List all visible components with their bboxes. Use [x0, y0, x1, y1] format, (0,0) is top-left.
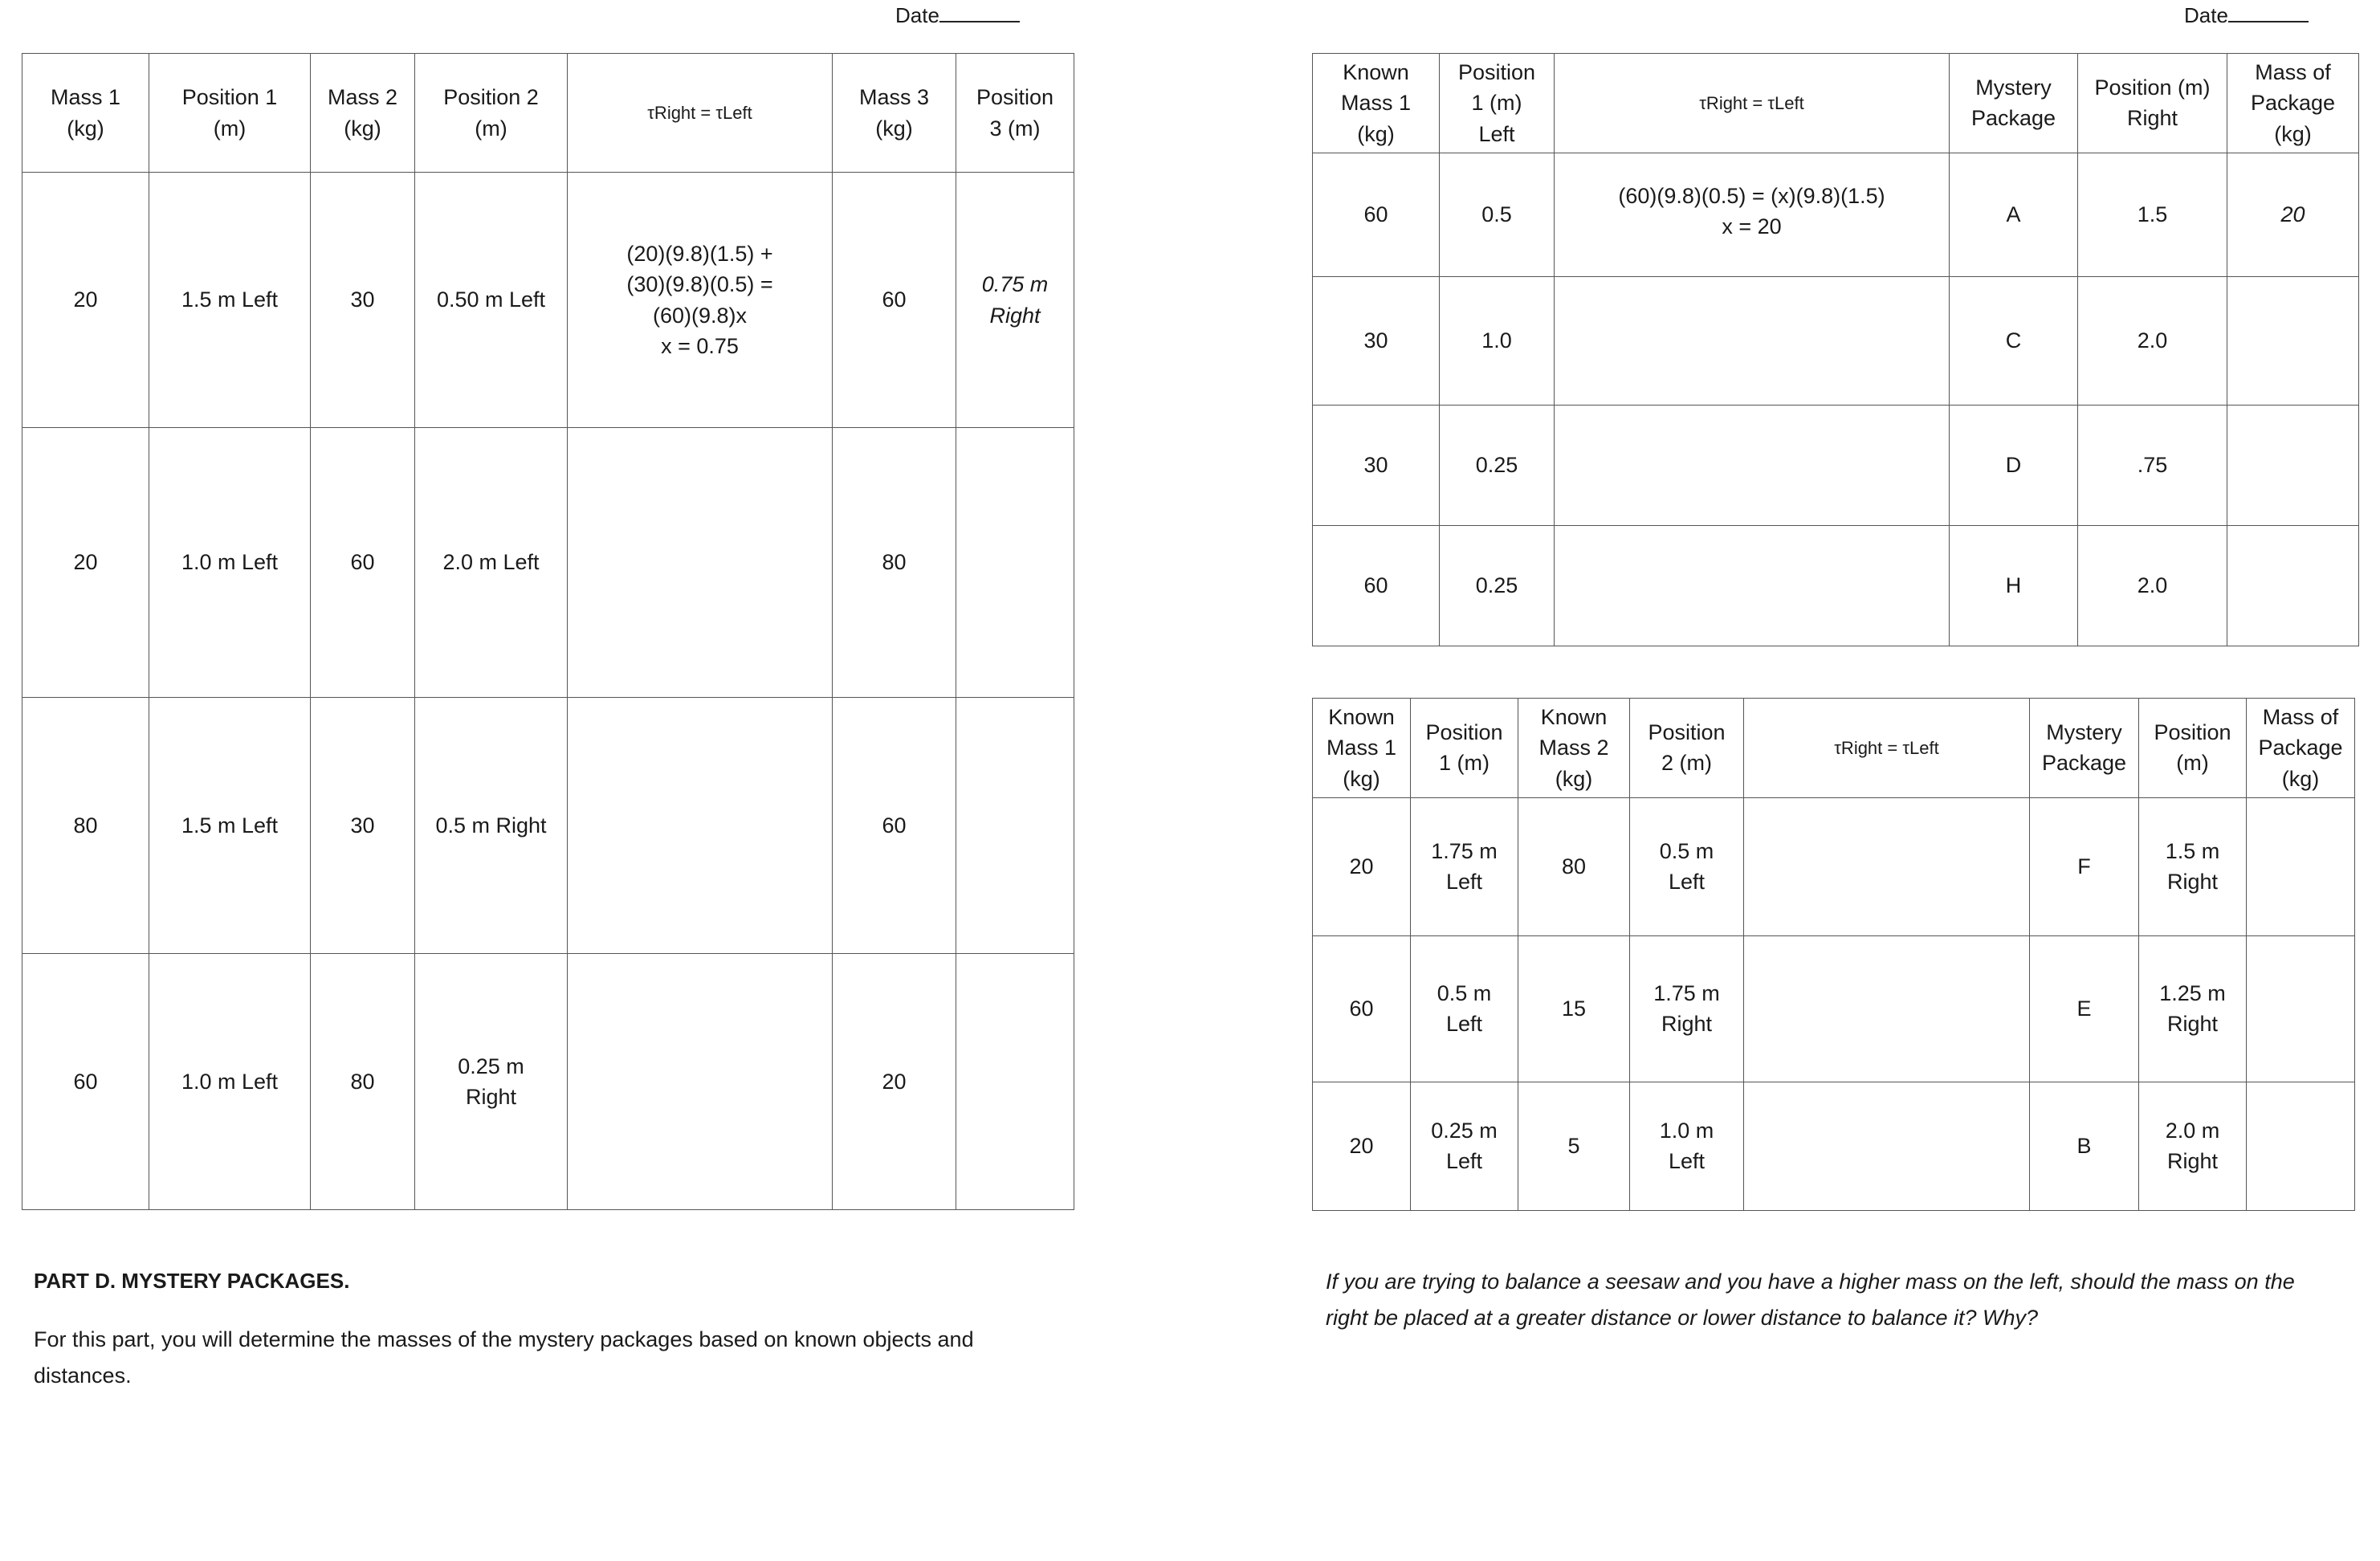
position-2-cell: 1.0 m Left: [1630, 1082, 1744, 1210]
table-row: [22, 698, 1074, 954]
position-3-cell[interactable]: [956, 428, 1074, 698]
torque-work-cell[interactable]: [1555, 276, 1950, 405]
position-cell: 1.5 m Right: [2139, 797, 2247, 935]
position-right-cell: .75: [2078, 405, 2227, 525]
position-2-cell: 1.75 m Right: [1630, 935, 1744, 1082]
known-mass-cell: 60: [1313, 525, 1440, 646]
date-label-right: [2184, 2, 2309, 28]
table-header-row: [22, 54, 1074, 173]
position-1-cell: 0.5 m Left: [1411, 935, 1518, 1082]
torque-work-cell[interactable]: (60)(9.8)(0.5) = (x)(9.8)(1.5) x = 20: [1555, 153, 1950, 276]
mass-3-cell: 60: [833, 173, 956, 428]
column-header: Position (m): [2139, 699, 2247, 798]
position-1-cell: 1.0 m Left: [149, 428, 311, 698]
mass-3-cell: 20: [833, 954, 956, 1210]
torque-work-cell[interactable]: (20)(9.8)(1.5) + (30)(9.8)(0.5) = (60)(9.8)x x = 0.75: [568, 173, 833, 428]
table-row: [1313, 276, 2359, 405]
package-mass-cell[interactable]: [2247, 1082, 2355, 1210]
position-right-cell: 2.0: [2078, 525, 2227, 646]
package-mass-cell[interactable]: [2227, 525, 2359, 646]
position-1-cell: 0.25: [1440, 525, 1555, 646]
mystery-package-cell: C: [1950, 276, 2078, 405]
mystery-package-cell: E: [2030, 935, 2139, 1082]
torque-work-cell[interactable]: [1744, 935, 2030, 1082]
position-2-cell: 0.5 m Right: [415, 698, 568, 954]
torque-work-cell[interactable]: [1555, 525, 1950, 646]
position-2-cell: 0.50 m Left: [415, 173, 568, 428]
mass-1-cell: 80: [22, 698, 149, 954]
position-cell: 1.25 m Right: [2139, 935, 2247, 1082]
table-row: [1313, 1082, 2355, 1210]
table-header-row: [1313, 54, 2359, 153]
column-header: Position 2 (m): [1630, 699, 1744, 798]
known-mass-2-cell: 80: [1518, 797, 1630, 935]
mass-1-cell: 20: [22, 173, 149, 428]
position-1-cell: 1.0 m Left: [149, 954, 311, 1210]
mass-2-cell: 60: [311, 428, 415, 698]
date-label-left: [895, 2, 1020, 28]
table-row: [22, 428, 1074, 698]
mass-2-cell: 30: [311, 698, 415, 954]
column-header: Known Mass 1 (kg): [1313, 699, 1411, 798]
known-mass-1-cell: 20: [1313, 1082, 1411, 1210]
mass-1-cell: 20: [22, 428, 149, 698]
table-row: [1313, 153, 2359, 276]
column-header: Position (m) Right: [2078, 54, 2227, 153]
table-row: [22, 173, 1074, 428]
known-mass-1-cell: 20: [1313, 797, 1411, 935]
position-1-cell: 1.5 m Left: [149, 173, 311, 428]
column-header: Mass 2 (kg): [311, 54, 415, 173]
position-1-cell: 1.0: [1440, 276, 1555, 405]
date-blank[interactable]: [2228, 2, 2309, 22]
package-mass-cell[interactable]: [2247, 797, 2355, 935]
position-3-cell[interactable]: 0.75 m Right: [956, 173, 1074, 428]
known-mass-1-cell: 60: [1313, 935, 1411, 1082]
package-mass-cell[interactable]: [2247, 935, 2355, 1082]
position-1-cell: 1.5 m Left: [149, 698, 311, 954]
column-header: Mass 3 (kg): [833, 54, 956, 173]
mystery-package-cell: B: [2030, 1082, 2139, 1210]
position-3-cell[interactable]: [956, 698, 1074, 954]
date-text: Date: [895, 3, 939, 27]
position-2-cell: 2.0 m Left: [415, 428, 568, 698]
position-1-cell: 1.75 m Left: [1411, 797, 1518, 935]
table-row: [1313, 405, 2359, 525]
table-row: [1313, 935, 2355, 1082]
known-mass-2-cell: 15: [1518, 935, 1630, 1082]
column-header: Known Mass 2 (kg): [1518, 699, 1630, 798]
column-header: Position 1 (m): [149, 54, 311, 173]
package-mass-cell[interactable]: 20: [2227, 153, 2359, 276]
torque-work-cell[interactable]: [568, 428, 833, 698]
known-mass-2-cell: 5: [1518, 1082, 1630, 1210]
table-row: [1313, 797, 2355, 935]
package-mass-cell[interactable]: [2227, 405, 2359, 525]
seesaw-question: If you are trying to balance a seesaw and you have a higher mass on the left, should the mass on the right be placed at a greater distance or lower distance to balance it? Why?: [1326, 1270, 2295, 1330]
table-part-c: [22, 53, 1074, 1210]
column-header: Position 1 (m): [1411, 699, 1518, 798]
mystery-package-cell: D: [1950, 405, 2078, 525]
column-header: Mystery Package: [1950, 54, 2078, 153]
package-mass-cell[interactable]: [2227, 276, 2359, 405]
part-d-description: For this part, you will determine the masses of the mystery packages based on known objects and distances.: [34, 1327, 974, 1388]
date-blank[interactable]: [939, 2, 1020, 22]
column-header: Position 2 (m): [415, 54, 568, 173]
table-header-row: [1313, 699, 2355, 798]
position-3-cell[interactable]: [956, 954, 1074, 1210]
mass-3-cell: 60: [833, 698, 956, 954]
known-mass-cell: 30: [1313, 276, 1440, 405]
torque-work-cell[interactable]: [1555, 405, 1950, 525]
position-1-cell: 0.25: [1440, 405, 1555, 525]
table-part-d-two-masses: [1312, 698, 2355, 1211]
column-header: Mystery Package: [2030, 699, 2139, 798]
mystery-package-cell: F: [2030, 797, 2139, 935]
part-d-title: PART D. MYSTERY PACKAGES.: [34, 1269, 350, 1293]
known-mass-cell: 60: [1313, 153, 1440, 276]
position-1-cell: 0.25 m Left: [1411, 1082, 1518, 1210]
position-right-cell: 2.0: [2078, 276, 2227, 405]
torque-header: τRight = τLeft: [1744, 699, 2030, 798]
position-cell: 2.0 m Right: [2139, 1082, 2247, 1210]
torque-work-cell[interactable]: [1744, 1082, 2030, 1210]
column-header: Position 1 (m) Left: [1440, 54, 1555, 153]
known-mass-cell: 30: [1313, 405, 1440, 525]
mystery-package-cell: A: [1950, 153, 2078, 276]
mass-2-cell: 80: [311, 954, 415, 1210]
column-header: Mass of Package (kg): [2227, 54, 2359, 153]
torque-work-cell[interactable]: [1744, 797, 2030, 935]
table-row: [22, 954, 1074, 1210]
column-header: Known Mass 1 (kg): [1313, 54, 1440, 153]
torque-header: τRight = τLeft: [568, 54, 833, 173]
position-2-cell: 0.25 m Right: [415, 954, 568, 1210]
position-right-cell: 1.5: [2078, 153, 2227, 276]
mass-2-cell: 30: [311, 173, 415, 428]
torque-work-cell[interactable]: [568, 954, 833, 1210]
column-header: Mass 1 (kg): [22, 54, 149, 173]
column-header: Mass of Package (kg): [2247, 699, 2355, 798]
column-header: Position 3 (m): [956, 54, 1074, 173]
mass-1-cell: 60: [22, 954, 149, 1210]
position-1-cell: 0.5: [1440, 153, 1555, 276]
position-2-cell: 0.5 m Left: [1630, 797, 1744, 935]
mass-3-cell: 80: [833, 428, 956, 698]
table-row: [1313, 525, 2359, 646]
date-text: Date: [2184, 3, 2228, 27]
mystery-package-cell: H: [1950, 525, 2078, 646]
table-part-d-single-mass: [1312, 53, 2359, 646]
torque-header: τRight = τLeft: [1555, 54, 1950, 153]
torque-work-cell[interactable]: [568, 698, 833, 954]
